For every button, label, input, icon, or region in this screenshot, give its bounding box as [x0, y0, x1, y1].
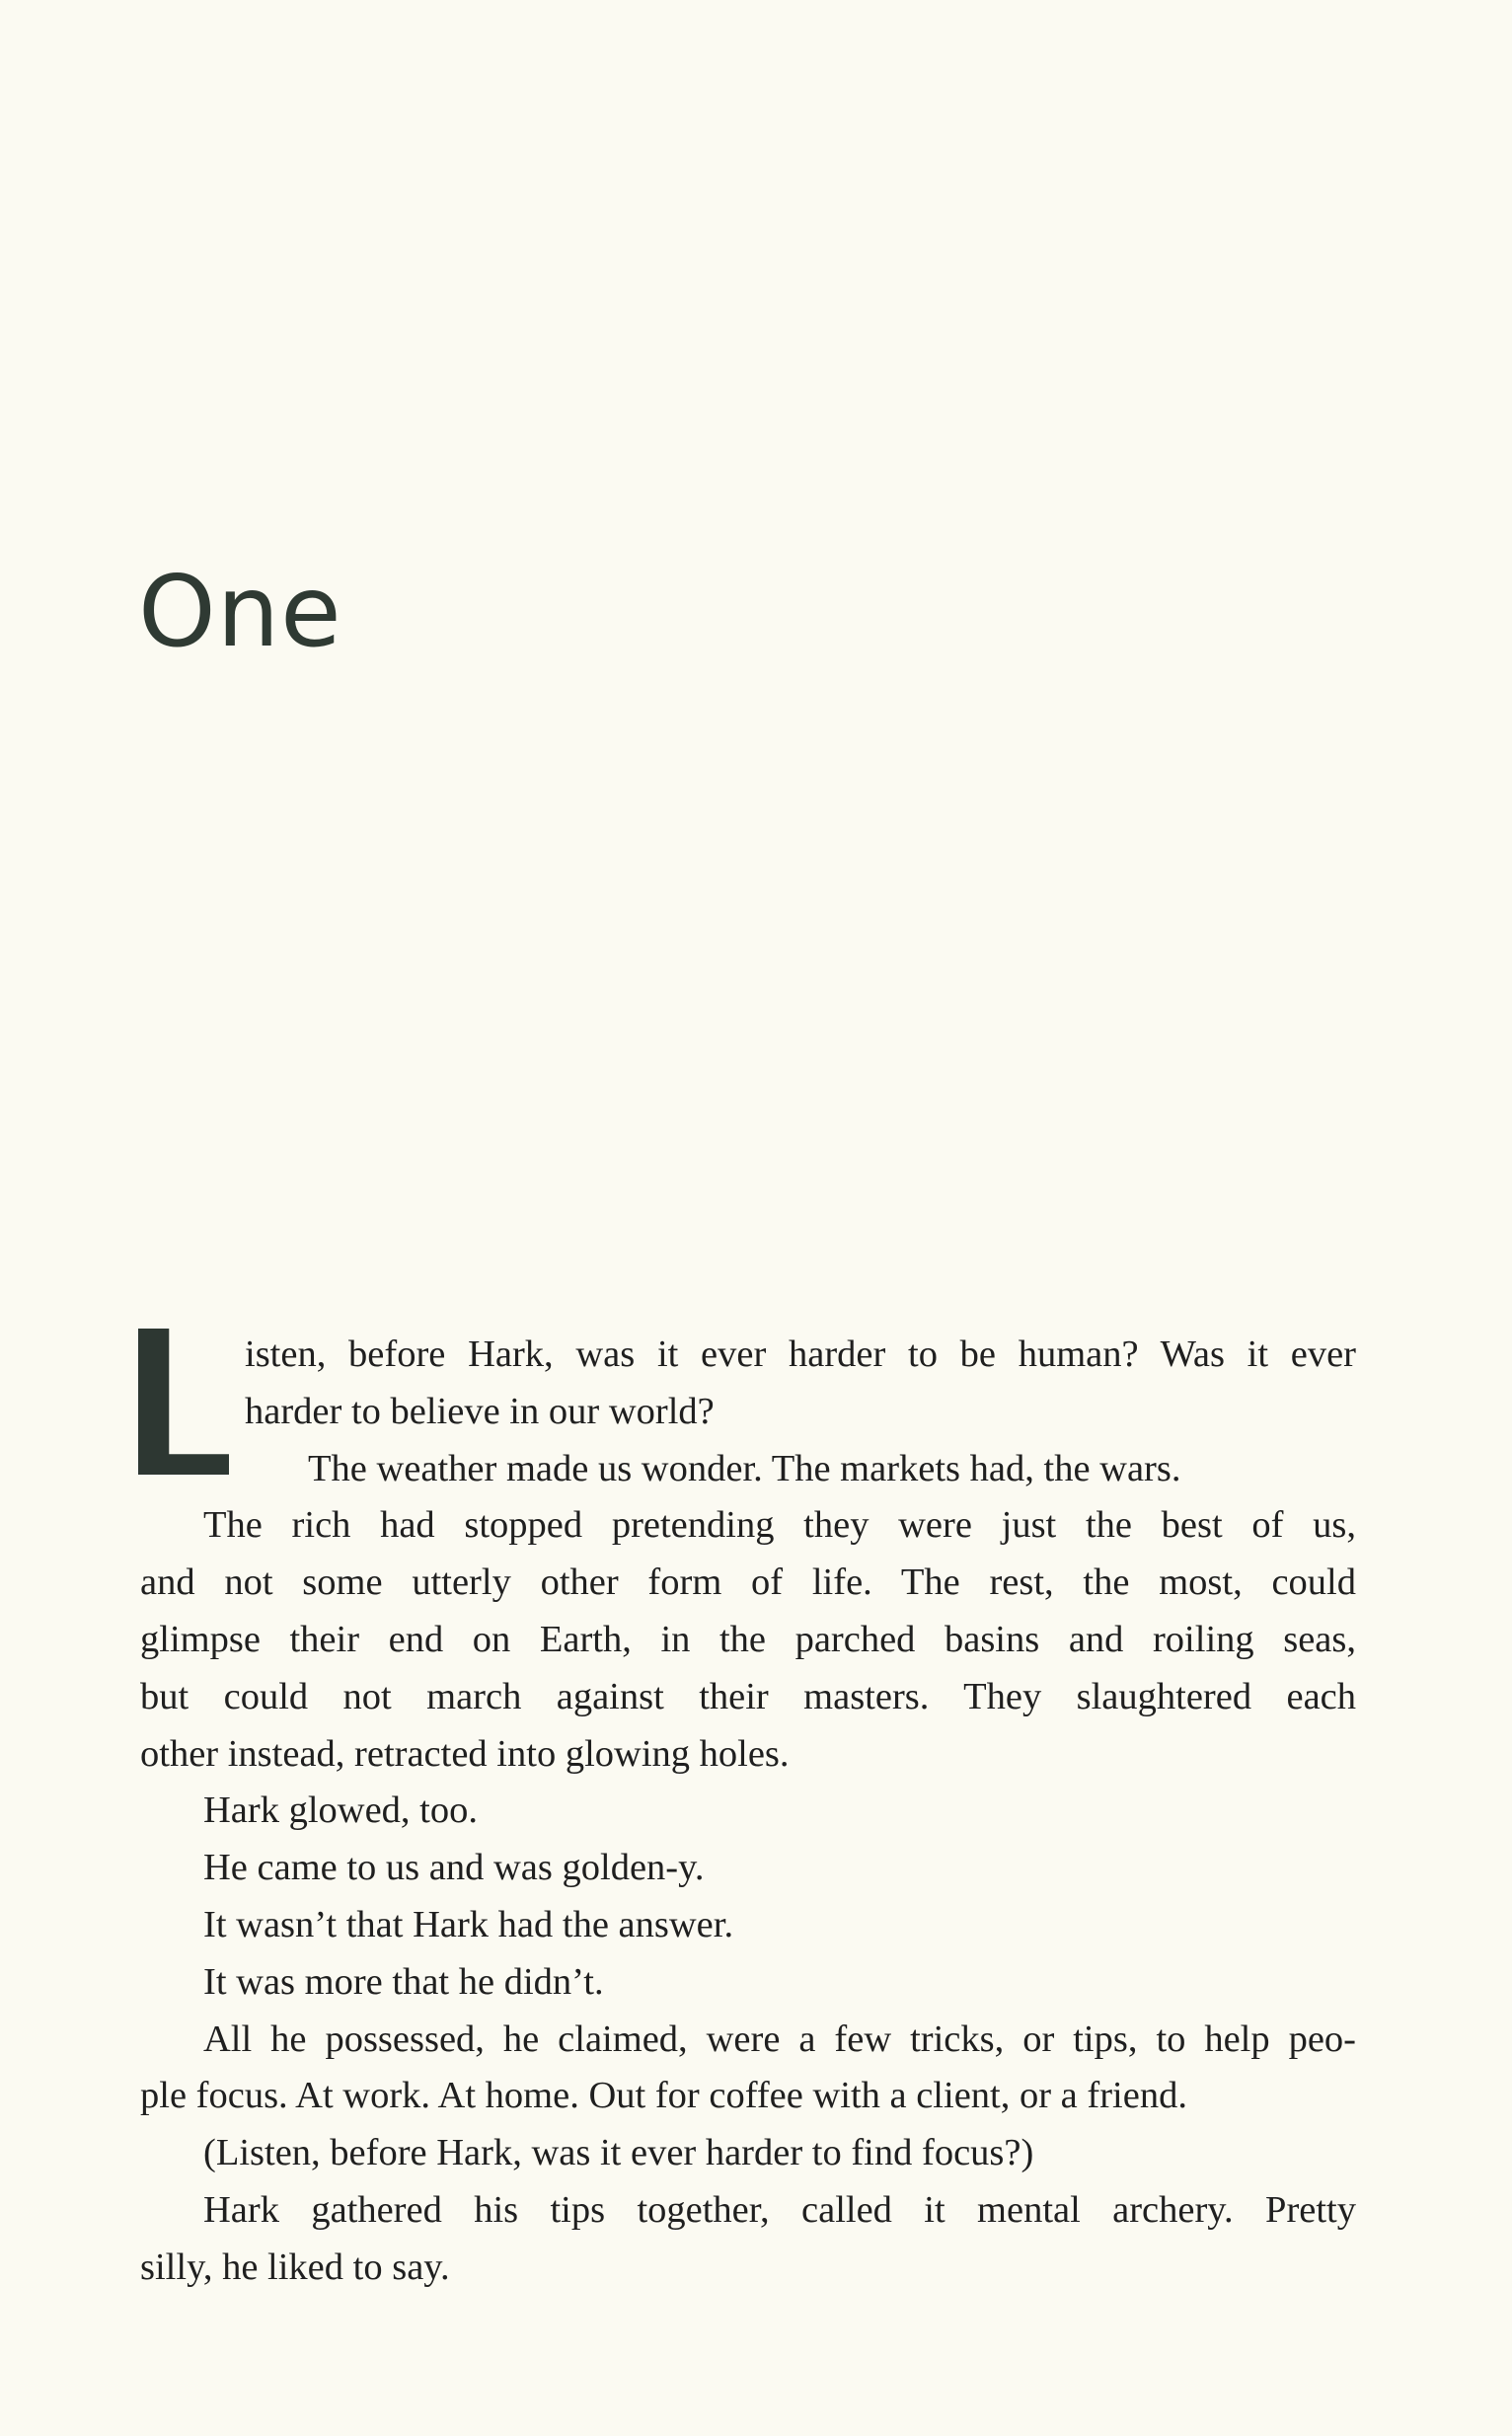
text-line: silly, he liked to say. [140, 2246, 450, 2288]
chapter-body [140, 1327, 1356, 2297]
text-line: It wasn’t that Hark had the answer. [203, 1903, 734, 1945]
text-line: The weather made us wonder. The markets had, the wars. [308, 1447, 1181, 1489]
text-line: isten, before Hark, was it ever harder to be human? Was it ever [245, 1333, 1356, 1375]
text-line: The rich had stopped pretending they were just the best of us, [203, 1504, 1356, 1547]
text-line: He came to us and was golden-y. [203, 1847, 705, 1889]
text-line: All he possessed, he claimed, were a few tricks, or tips, to help peo- [203, 2017, 1356, 2060]
text-line: It was more that he didn’t. [203, 1960, 604, 2003]
chapter-title: One [138, 554, 342, 669]
text-line: and not some utterly other form of life. The rest, the most, could [140, 1561, 1356, 1604]
text-line: glimpse their end on Earth, in the parched basins and roiling seas, [140, 1618, 1356, 1660]
text-line: Hark glowed, too. [203, 1789, 478, 1832]
text-line: but could not march against their masters. They slaughtered each [140, 1675, 1356, 1717]
text-line: Hark gathered his tips together, called it mental archery. Pretty [203, 2188, 1356, 2231]
text-line: harder to believe in our world? [245, 1390, 715, 1432]
text-line: ple focus. At work. At home. Out for coffee with a client, or a friend. [140, 2075, 1187, 2117]
text-line: (Listen, before Hark, was it ever harder to find focus?) [203, 2132, 1034, 2174]
text-line: other instead, retracted into glowing holes. [140, 1732, 790, 1775]
